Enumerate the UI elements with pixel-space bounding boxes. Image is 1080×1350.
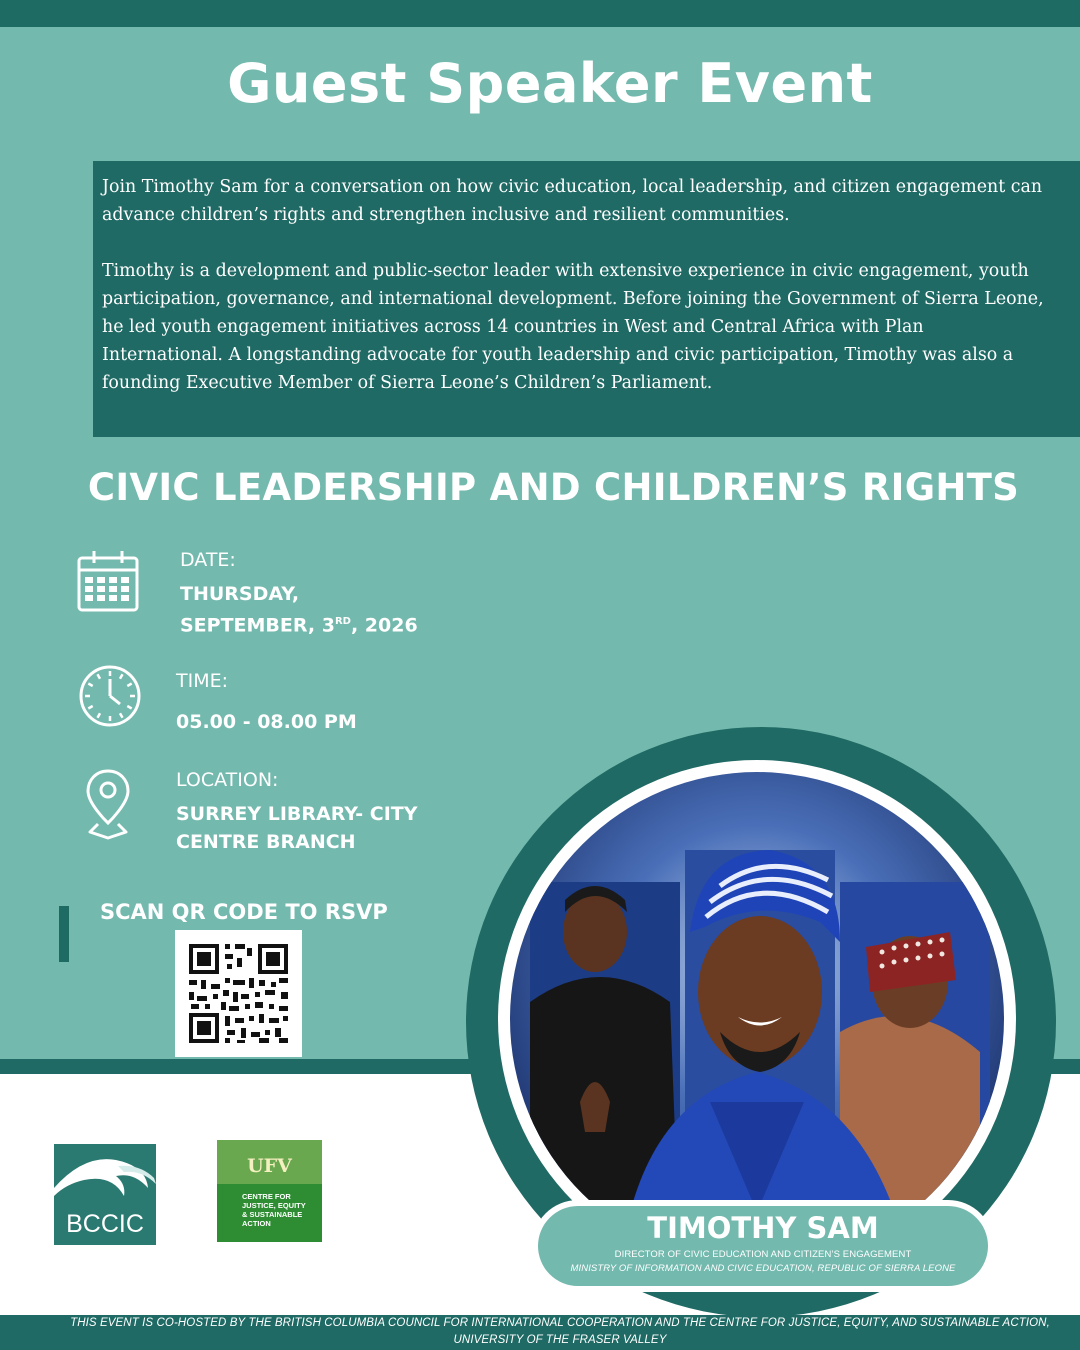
ufv-line-3: & SUSTAINABLE xyxy=(242,1210,303,1219)
speaker-name-inner xyxy=(538,1206,988,1286)
qr-code-icon xyxy=(175,930,302,1057)
description-paragraph-2: Timothy is a development and public-sector leader with extensive experience in civic engagement, youth participation, governance, and international development. Before joining the Government of Sierra Leone, he led youth engagement initiatives across 14 countries in West and Central Africa with Plan International. A longstanding advocate for youth leadership and civic participation, Timothy was also a founding Executive Member of Sierra Leone’s Children’s Parliament. xyxy=(102,261,1044,393)
page-title: Guest Speaker Event xyxy=(227,52,873,115)
date-line-2: SEPTEMBER, 3RD, 2026 xyxy=(180,614,418,637)
description-box xyxy=(93,161,1080,437)
time-label: TIME: xyxy=(176,670,229,692)
ufv-logo xyxy=(217,1140,322,1242)
date-label: DATE: xyxy=(180,549,236,571)
ufv-line-2: JUSTICE, EQUITY xyxy=(242,1201,306,1210)
speaker-name: TIMOTHY SAM xyxy=(647,1211,879,1245)
bccic-logo xyxy=(54,1144,156,1245)
ufv-brand: UFV xyxy=(217,1140,322,1184)
footer-line-1: THIS EVENT IS CO-HOSTED BY THE BRITISH COLUMBIA COUNCIL FOR INTERNATIONAL COOPERATION AND THE CENTRE FOR JUSTICE, EQUITY, AND SUSTAINABLE ACTION, xyxy=(70,1317,1050,1329)
location-pin-icon xyxy=(84,768,132,840)
speaker-photo-illustration xyxy=(510,772,1004,1266)
footer-line-2: UNIVERSITY OF THE FRASER VALLEY xyxy=(453,1334,667,1346)
bccic-logo-text: BCCIC xyxy=(66,1210,144,1238)
speaker-organization: MINISTRY OF INFORMATION AND CIVIC EDUCATION, REPUBLIC OF SIERRA LEONE xyxy=(570,1263,956,1274)
speaker-name-card xyxy=(532,1200,994,1292)
wave-icon xyxy=(54,1144,156,1204)
ufv-centre-name xyxy=(217,1184,322,1228)
description-paragraph-1: Join Timothy Sam for a conversation on how civic education, local leadership, and citizen engagement can advance children’s rights and strengthen inclusive and resilient communities. xyxy=(102,177,1043,225)
footer-text xyxy=(40,1315,1080,1349)
time-value: 05.00 - 08.00 PM xyxy=(176,711,357,733)
rsvp-label: SCAN QR CODE TO RSVP xyxy=(100,900,388,924)
date-value xyxy=(180,580,418,639)
speaker-role: DIRECTOR OF CIVIC EDUCATION AND CITIZEN’S ENGAGEMENT xyxy=(614,1249,912,1260)
calendar-icon xyxy=(76,549,140,613)
location-value xyxy=(176,800,418,856)
ufv-line-4: ACTION xyxy=(242,1219,271,1228)
top-bar xyxy=(0,0,1080,27)
location-line-1: SURREY LIBRARY- CITY xyxy=(176,803,418,825)
speaker-photo xyxy=(510,772,1004,1266)
location-label: LOCATION: xyxy=(176,769,279,791)
date-line-1: THURSDAY, xyxy=(180,583,300,605)
event-subtitle: CIVIC LEADERSHIP AND CHILDREN’S RIGHTS xyxy=(87,466,1020,509)
ufv-line-1: CENTRE FOR xyxy=(242,1192,291,1201)
rsvp-accent-bar xyxy=(59,906,69,962)
location-line-2: CENTRE BRANCH xyxy=(176,831,356,853)
rsvp-qr-code[interactable] xyxy=(175,930,302,1057)
clock-icon xyxy=(78,664,142,728)
